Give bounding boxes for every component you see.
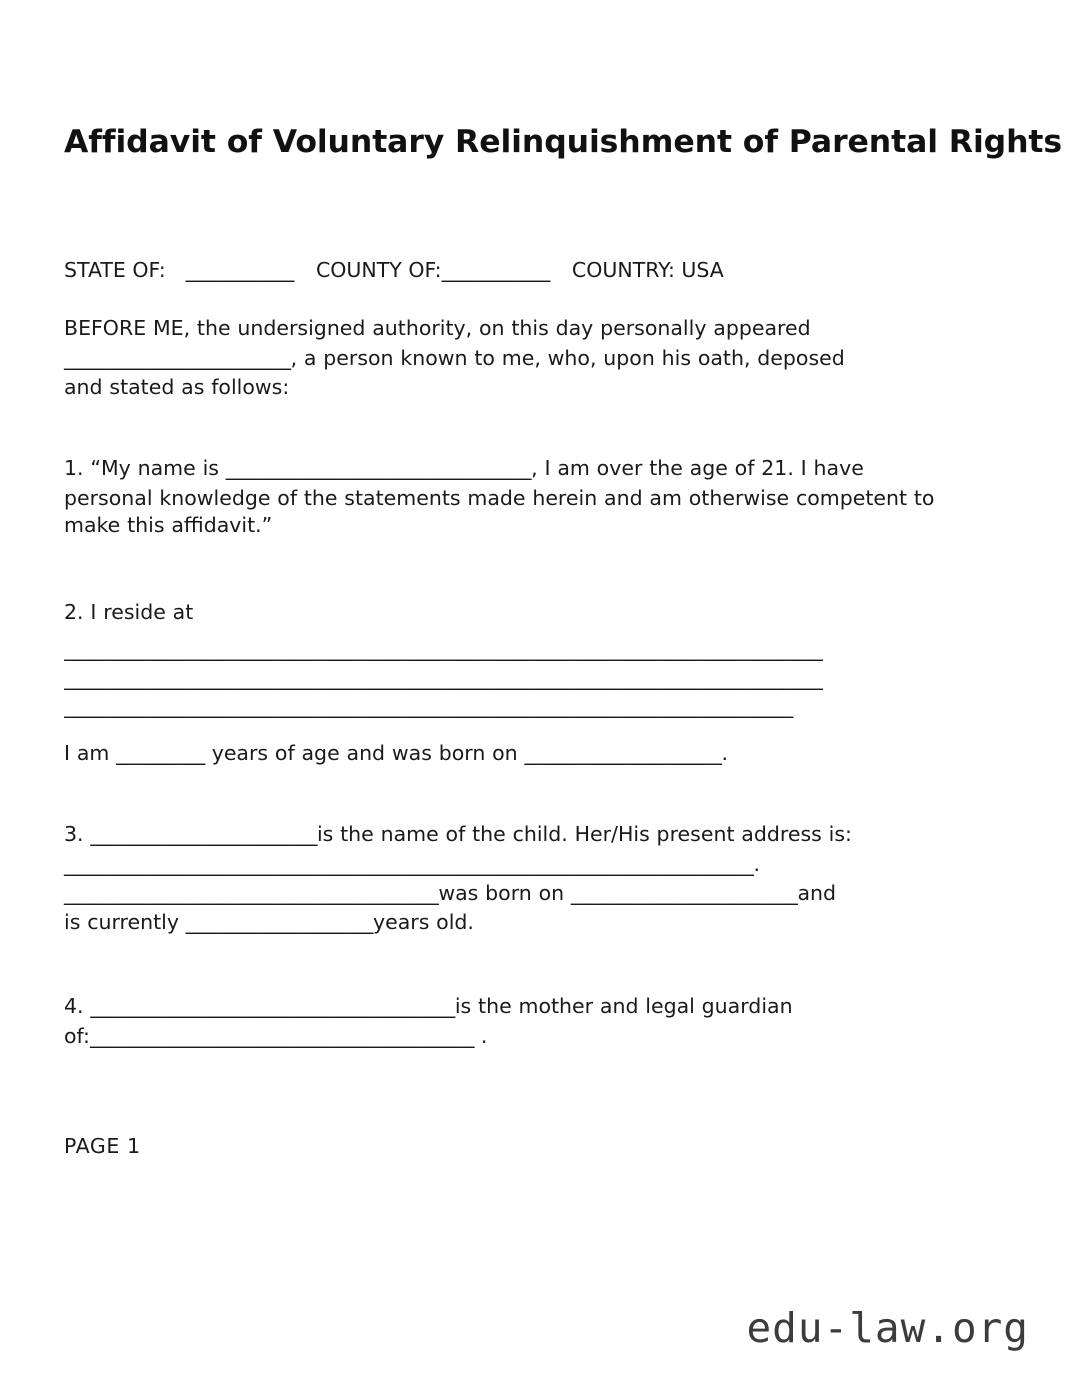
clause-2-age-suffix: .	[721, 741, 729, 765]
clause-3-birthdate-blank: _______________________	[570, 881, 798, 905]
page-title: Affidavit of Voluntary Relinquishment of Parental Rights	[64, 124, 1063, 160]
clause-2-heading: 2. I reside at	[64, 600, 194, 624]
preamble-name-blank: _______________________	[64, 346, 291, 370]
clause-3-line-4	[64, 910, 1016, 935]
clause-1-prefix: 1. “My name is	[64, 456, 226, 480]
clause-3-line-1	[64, 822, 1016, 847]
preamble-line-1: BEFORE ME, the undersigned authority, on this day personally appeared	[64, 316, 811, 340]
clause-3-line-3	[64, 881, 1016, 906]
clause-2-age-middle: years of age and was born on	[204, 741, 525, 765]
clause-4-mother-name-blank: _____________________________________	[90, 994, 455, 1018]
clause-2-age-prefix: I am	[64, 741, 117, 765]
state-of-label: STATE OF:	[64, 258, 166, 282]
clause-3-line-2-suffix: .	[753, 852, 761, 876]
clause-4-line-2	[64, 1024, 1016, 1049]
clause-3-years-old-blank: ___________________	[185, 910, 373, 934]
clause-1-line-1	[64, 456, 1016, 481]
clause-1-name-blank: _______________________________	[225, 456, 532, 480]
clause-3-years-old-suffix: years old.	[372, 910, 474, 934]
preamble-line-3: and stated as follows:	[64, 375, 290, 399]
jurisdiction-header	[64, 258, 724, 283]
clause-2-birthdate-blank: ____________________	[524, 741, 722, 765]
clause-2-address-rule-2: _____________________________________________________________________________	[64, 666, 823, 690]
county-of-blank: ___________	[441, 258, 550, 282]
clause-1-line-2: personal knowledge of the statements made herein and am otherwise competent to	[64, 486, 935, 510]
clause-4-prefix: 4.	[64, 994, 91, 1018]
page-number-label: PAGE 1	[64, 1134, 141, 1158]
country-label: COUNTRY: USA	[571, 258, 724, 282]
site-watermark: edu-law.org	[746, 1304, 1029, 1352]
clause-3-address-blank: ______________________________________________________________________	[64, 852, 754, 876]
clause-4-line-2-suffix: .	[474, 1024, 488, 1048]
preamble-line-2-text: , a person known to me, who, upon his oath, deposed	[290, 346, 845, 370]
clause-1-line-3: make this affidavit.”	[64, 513, 273, 537]
clause-3-suffix: is the name of the child. Her/His present address is:	[316, 822, 852, 846]
clause-3-born-on-text: was born on	[438, 881, 571, 905]
clause-1-suffix: , I am over the age of 21. I have	[531, 456, 864, 480]
clause-3-currently-prefix: is currently	[64, 910, 186, 934]
clause-3-line-2	[64, 852, 1016, 877]
clause-4-child-blank: _______________________________________	[89, 1024, 475, 1048]
clause-2-address-rule-3: __________________________________________________________________________	[64, 694, 793, 718]
clause-3-line-3-suffix: and	[797, 881, 837, 905]
preamble-line-2	[64, 346, 1016, 371]
state-of-blank: ___________	[185, 258, 294, 282]
clause-2-age-line	[64, 741, 1016, 766]
county-of-label: COUNTY OF:	[315, 258, 442, 282]
clause-2-age-blank: _________	[116, 741, 205, 765]
clause-4-suffix: is the mother and legal guardian	[454, 994, 793, 1018]
clause-2-address-rule-1: _____________________________________________________________________________	[64, 637, 823, 661]
clause-3-child-name-blank: _______________________	[90, 822, 317, 846]
clause-4-of-label: of:	[64, 1024, 90, 1048]
clause-4-line-1	[64, 994, 1016, 1019]
clause-3-prefix: 3.	[64, 822, 91, 846]
clause-3-address-blank-2: ______________________________________	[64, 881, 439, 905]
